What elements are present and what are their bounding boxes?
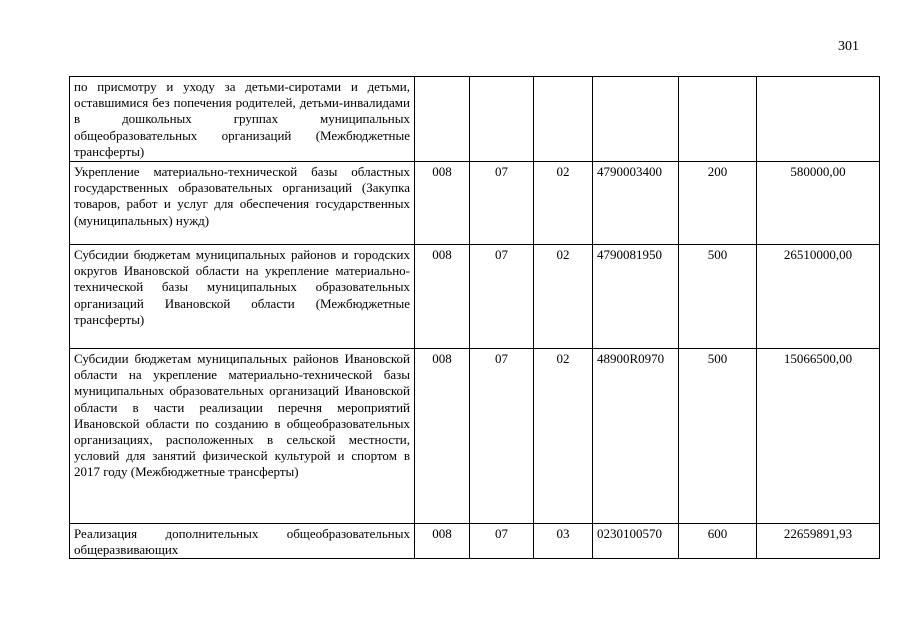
- row-description: Субсидии бюджетам муниципальных районов Ивановской области на укрепление материально-технической базы муниципальных образовательных организаций Ивановской области в части реализации перечня мероприятий Ивановской области по созданию в общеобразовательных организациях, расположенных в сельской местности, условий для занятий физической культурой и спортом в 2017 году (Межбюджетные трансферты): [70, 349, 415, 524]
- section-code: [470, 77, 534, 162]
- section-code: 07: [470, 245, 534, 349]
- table-row: [70, 77, 880, 162]
- ministry-code: 008: [415, 245, 470, 349]
- table-row: [70, 162, 880, 245]
- subsection-code: [534, 77, 593, 162]
- section-code: 07: [470, 349, 534, 524]
- section-code: 07: [470, 162, 534, 245]
- target-article-code: 0230100570: [593, 524, 679, 559]
- target-article-code: 48900R0970: [593, 349, 679, 524]
- amount: 22659891,93: [757, 524, 880, 559]
- ministry-code: 008: [415, 524, 470, 559]
- amount: 26510000,00: [757, 245, 880, 349]
- subsection-code: 03: [534, 524, 593, 559]
- amount: [757, 77, 880, 162]
- amount: 15066500,00: [757, 349, 880, 524]
- row-description: Реализация дополнительных общеобразовательных общеразвивающих: [70, 524, 415, 559]
- expense-type-code: 600: [679, 524, 757, 559]
- ministry-code: [415, 77, 470, 162]
- expense-type-code: [679, 77, 757, 162]
- table-row: [70, 524, 880, 559]
- budget-table: [69, 76, 880, 559]
- expense-type-code: 500: [679, 245, 757, 349]
- subsection-code: 02: [534, 162, 593, 245]
- page-number: 301: [838, 39, 859, 54]
- ministry-code: 008: [415, 162, 470, 245]
- subsection-code: 02: [534, 349, 593, 524]
- expense-type-code: 500: [679, 349, 757, 524]
- amount: 580000,00: [757, 162, 880, 245]
- row-description: Субсидии бюджетам муниципальных районов и городских округов Ивановской области на укрепление материально-технической базы муниципальных образовательных организаций Ивановской области (Межбюджетные трансферты): [70, 245, 415, 349]
- row-description: Укрепление материально-технической базы областных государственных образовательных организаций (Закупка товаров, работ и услуг для обеспечения государственных (муниципальных) нужд): [70, 162, 415, 245]
- subsection-code: 02: [534, 245, 593, 349]
- section-code: 07: [470, 524, 534, 559]
- target-article-code: [593, 77, 679, 162]
- row-description: по присмотру и уходу за детьми-сиротами и детьми, оставшимися без попечения родителей, детьми-инвалидами в дошкольных группах муниципальных общеобразовательных организаций (Межбюджетные трансферты): [70, 77, 415, 162]
- table-row: [70, 245, 880, 349]
- target-article-code: 4790081950: [593, 245, 679, 349]
- expense-type-code: 200: [679, 162, 757, 245]
- ministry-code: 008: [415, 349, 470, 524]
- table-row: [70, 349, 880, 524]
- target-article-code: 4790003400: [593, 162, 679, 245]
